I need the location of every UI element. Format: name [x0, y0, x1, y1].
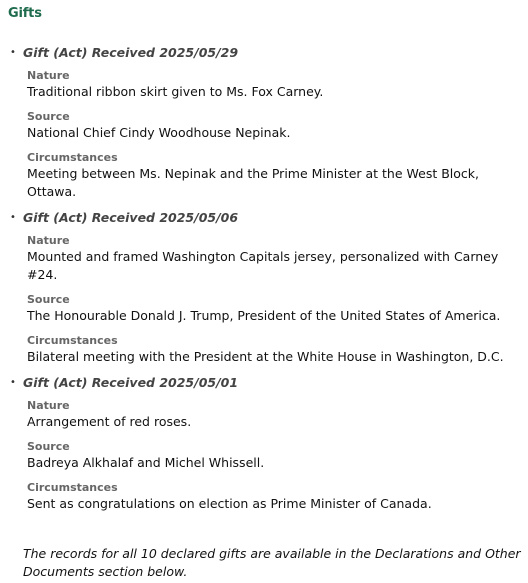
bullet-icon: •: [10, 47, 16, 58]
source-field: [23, 439, 528, 472]
source-label: Source: [27, 110, 70, 123]
source-value: Badreya Alkhalaf and Michel Whissell.: [27, 455, 265, 470]
nature-value: Mounted and framed Washington Capitals jersey, personalized with Carney #24.: [27, 249, 499, 282]
nature-label: Nature: [27, 399, 70, 412]
circumstances-field: [23, 150, 528, 201]
source-field: [23, 109, 528, 142]
source-label: Source: [27, 440, 70, 453]
circumstances-label: Circumstances: [27, 481, 118, 494]
source-field: [23, 292, 528, 325]
nature-value: Traditional ribbon skirt given to Ms. Fox Carney.: [27, 84, 324, 99]
gift-title: Gift (Act) Received 2025/05/29: [23, 45, 239, 60]
nature-field: [23, 68, 528, 101]
circumstances-value: Sent as congratulations on election as Prime Minister of Canada.: [27, 496, 432, 511]
bullet-icon: •: [10, 212, 16, 223]
source-label: Source: [27, 293, 70, 306]
source-value: National Chief Cindy Woodhouse Nepinak.: [27, 125, 291, 140]
nature-field: [23, 398, 528, 431]
records-note: The records for all 10 declared gifts are available in the Declarations and Other Documents section below.: [23, 546, 521, 579]
gift-title: Gift (Act) Received 2025/05/01: [23, 375, 239, 390]
section-title: Gifts: [8, 6, 42, 21]
gift-list: [0, 44, 528, 521]
circumstances-field: [23, 333, 528, 366]
circumstances-label: Circumstances: [27, 151, 118, 164]
source-value: The Honourable Donald J. Trump, President of the United States of America.: [27, 308, 501, 323]
nature-field: [23, 233, 528, 284]
gift-item: [0, 374, 528, 513]
nature-label: Nature: [27, 69, 70, 82]
bullet-icon: •: [10, 377, 16, 388]
nature-label: Nature: [27, 234, 70, 247]
circumstances-field: [23, 480, 528, 513]
circumstances-value: Meeting between Ms. Nepinak and the Prime Minister at the West Block, Ottawa.: [27, 166, 480, 199]
gift-item: [0, 209, 528, 366]
circumstances-label: Circumstances: [27, 334, 118, 347]
gift-title: Gift (Act) Received 2025/05/06: [23, 210, 239, 225]
gift-item: [0, 44, 528, 201]
circumstances-value: Bilateral meeting with the President at the White House in Washington, D.C.: [27, 349, 504, 364]
nature-value: Arrangement of red roses.: [27, 414, 192, 429]
